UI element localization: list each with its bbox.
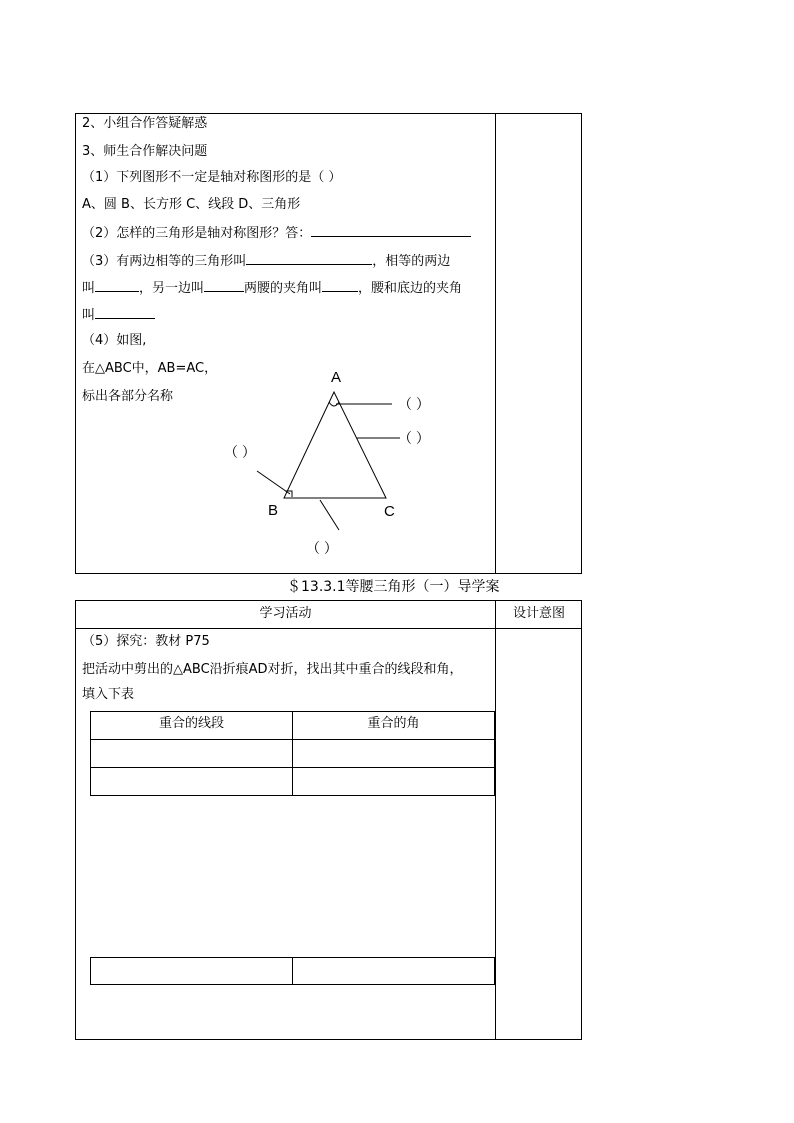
question-2-text: （2）怎样的三角形是轴对称图形？答：: [82, 226, 312, 241]
vertex-label-a: A: [331, 369, 342, 386]
question-4-condition: 在△ABC中，AB=AC，: [82, 361, 218, 376]
page-title: ＄13.3.1等腰三角形（一）导学案: [287, 579, 500, 595]
question-3-text-d: ，另一边叫: [139, 281, 205, 296]
vertex-label-b: B: [268, 502, 279, 519]
instruction-line-2: 填入下表: [82, 687, 135, 702]
triangle-abc: [284, 392, 386, 498]
activity-table-divider: [495, 600, 496, 1040]
overlap-table-row-2: [90, 767, 495, 768]
question-4-instruction: 标出各部分名称: [82, 389, 174, 404]
bracket-vertex-angle: （ ）: [398, 396, 430, 412]
leader-base: [320, 500, 339, 530]
activity-header-rule: [75, 628, 582, 629]
explore-line: （5）探究：教材 P75: [82, 634, 210, 649]
teacher-student-line: 3、师生合作解决问题: [82, 144, 208, 159]
question-3-text-f: ，腰和底边的夹角: [358, 281, 463, 296]
bracket-base-angle: （ ）: [224, 444, 256, 460]
question-3-text-c: 叫: [82, 281, 96, 296]
vertex-label-c: C: [384, 503, 395, 520]
bracket-base: （ ）: [306, 540, 338, 556]
leader-base-angle: [257, 471, 290, 494]
question-3-text-g: 叫: [82, 308, 96, 323]
bracket-leg: （ ）: [398, 430, 430, 446]
question-3-text-a: （3）有两边相等的三角形叫: [82, 254, 247, 269]
question-1: （1）下列图形不一定是轴对称图形的是（ ）: [82, 170, 342, 185]
header-design-intent: 设计意图: [512, 606, 565, 621]
header-overlapping-segments: 重合的线段: [158, 716, 224, 731]
question-3-text-b: ，相等的两边: [372, 254, 451, 269]
header-learning-activity: 学习活动: [259, 606, 312, 621]
question-4: （4）如图,: [82, 333, 147, 348]
header-overlapping-angles: 重合的角: [367, 716, 420, 731]
instruction-line-1: 把活动中剪出的△ABC沿折痕AD对折，找出其中重合的线段和角，: [82, 662, 463, 677]
extra-row-col-divider: [292, 957, 293, 985]
overlap-table-row-1: [90, 739, 495, 740]
group-cooperation-line: 2、小组合作答疑解惑: [82, 116, 208, 131]
question-3-text-e: 两腰的夹角叫: [244, 281, 323, 296]
question-1-options: A、圆 B、长方形 C、线段 D、三角形: [82, 197, 301, 212]
